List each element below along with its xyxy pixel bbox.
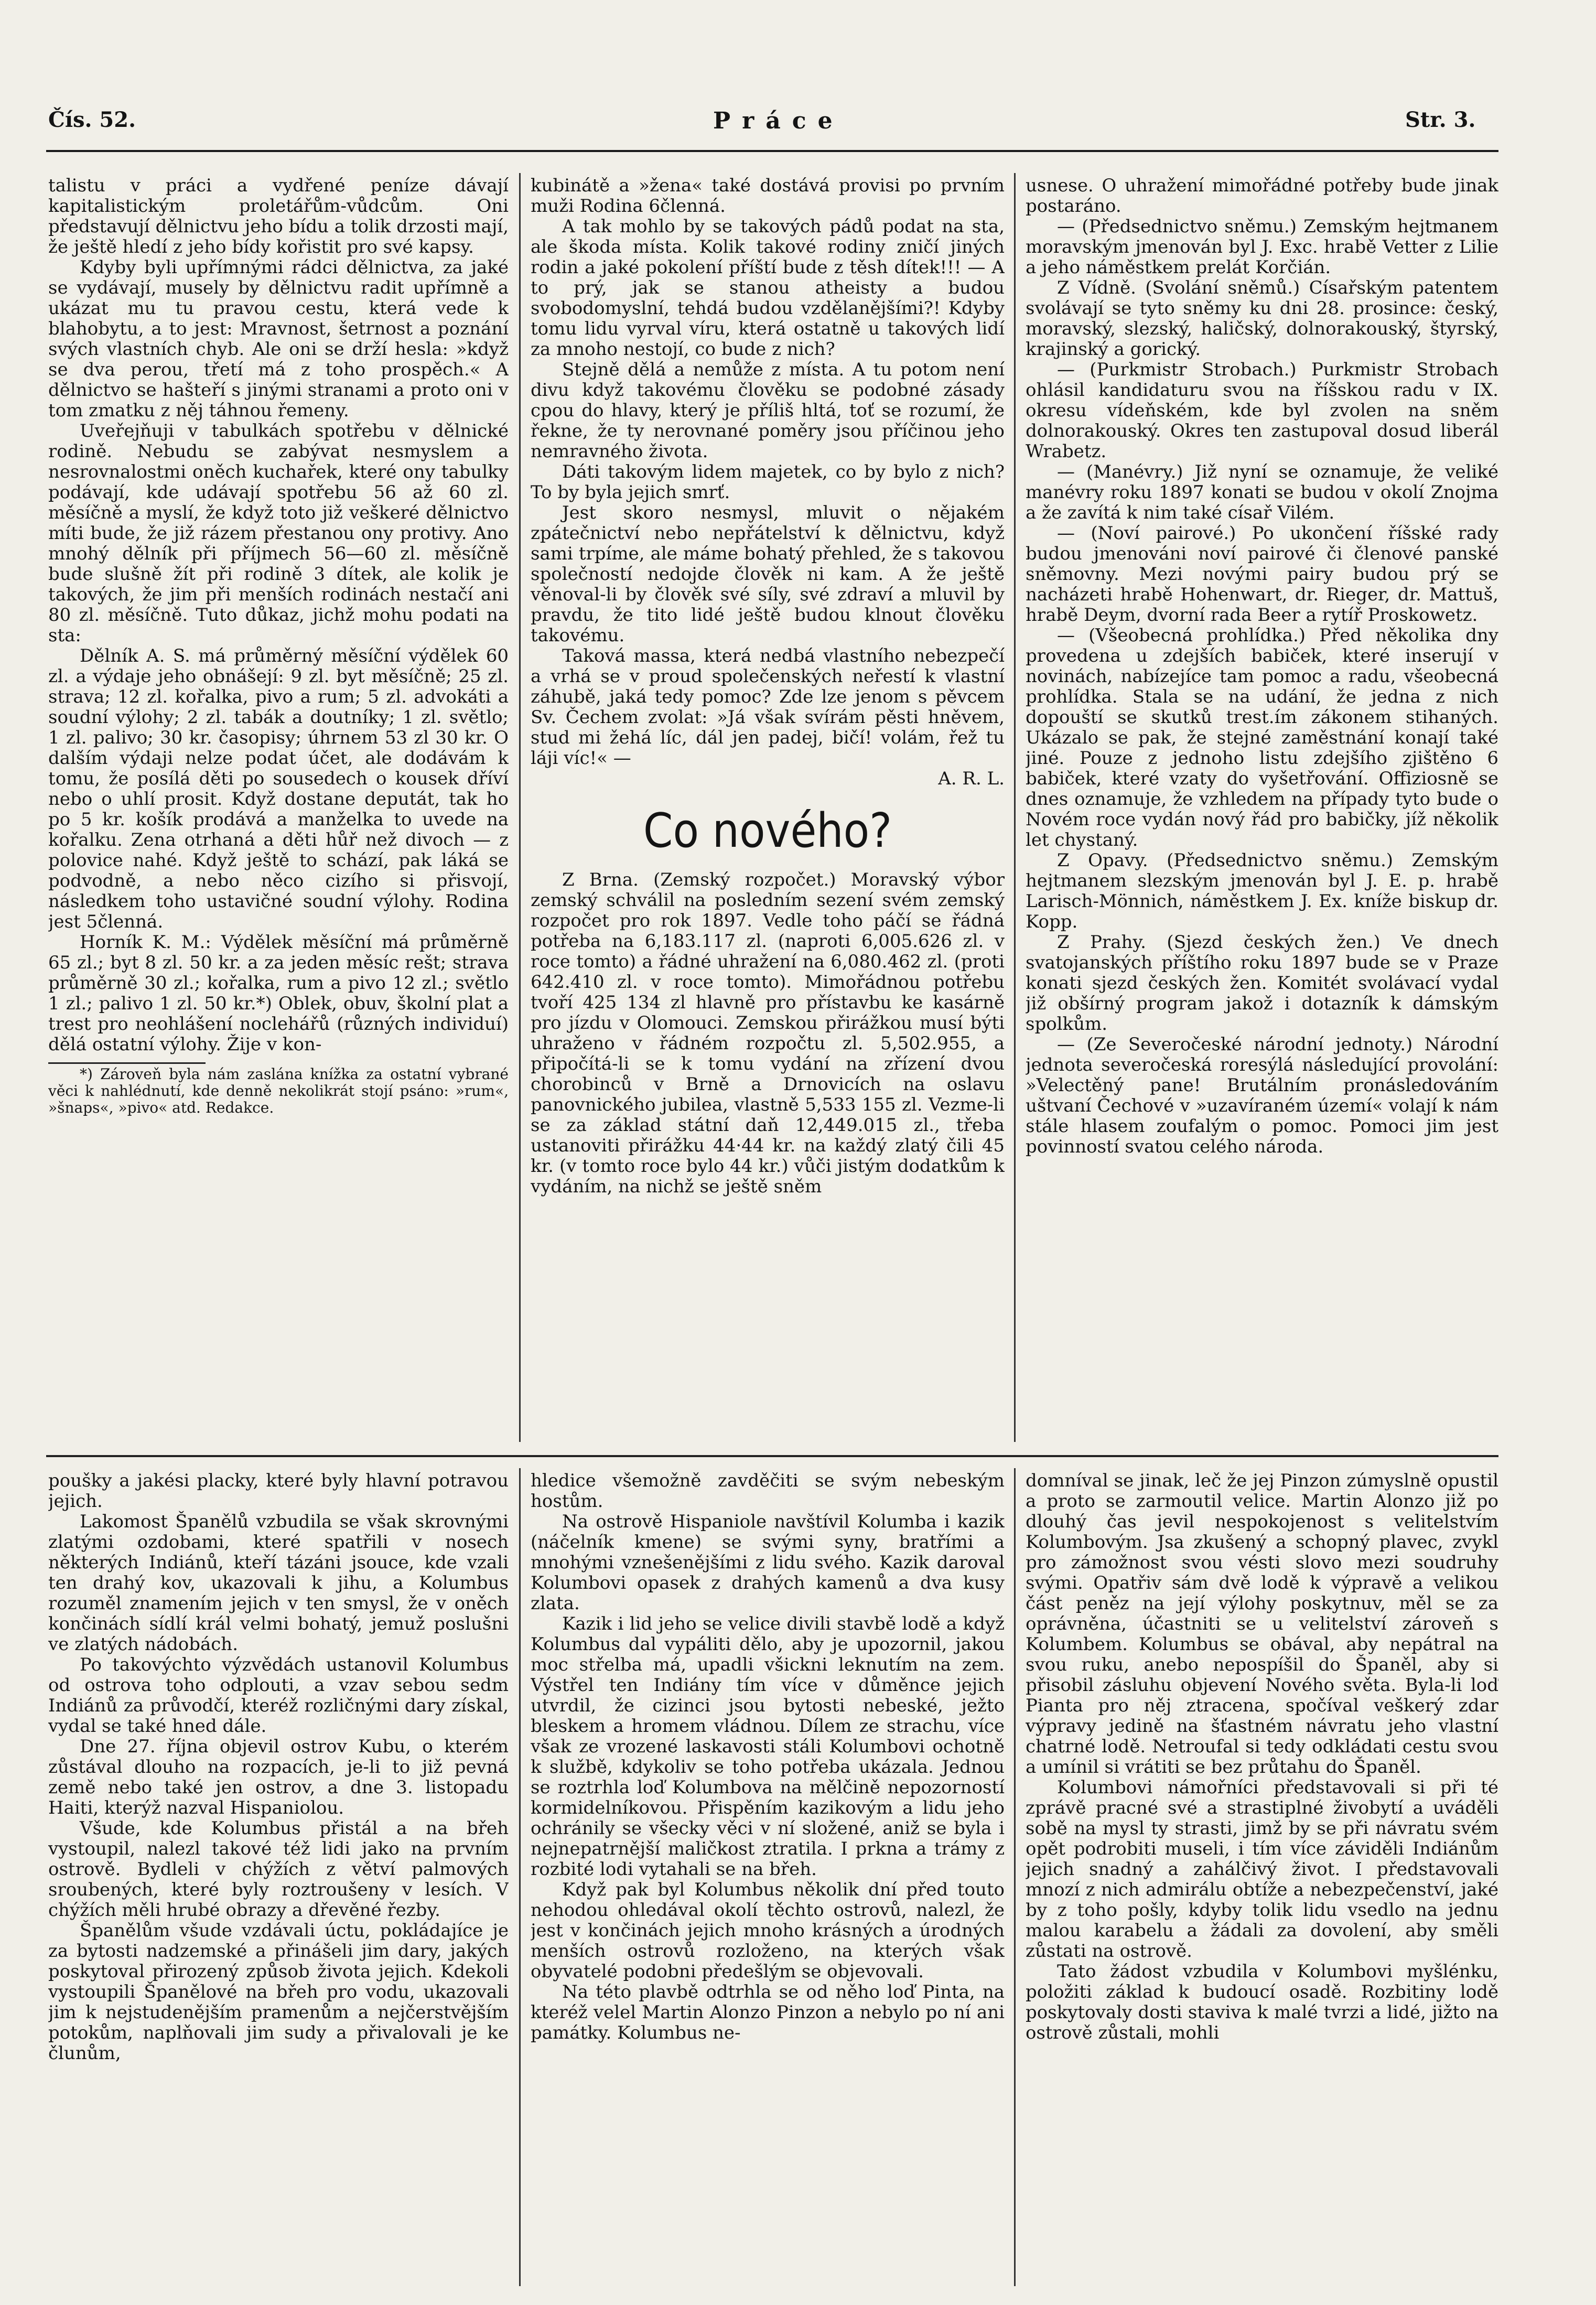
news-item: — (Manévry.) Již nyní se oznamuje, že veliké manévry roku 1897 konati se budou v okolí Znojma a že zavítá k nim také císař Vilém. <box>1026 461 1498 523</box>
section-divider <box>46 1455 1498 1457</box>
bottom-column-2 <box>531 1471 1005 2289</box>
news-item: — (Všeobecná prohlídka.) Před několika dny provedena u zdejších babiček, které inserují v novinách, nabízejíce tam pomoc a radu, všeobecná prohlídka. Stala se na udání, že jedna z nich dopouští se skutků trest.ím zákonem stihaných. Ukázalo se pak, že stejné zaměstnání konají také jiné. Pouze z jednoho listu zdejšího zjištěno 6 babiček, které vzaty do vyšetřování. Offiziosně se dnes oznamuje, že vzhledem na případy tyto bude o Novém roce vydán nový řád pro babičky, jíž několik let chystaný. <box>1026 625 1498 850</box>
story-paragraph: Španělům všude vzdávali úctu, pokládajíce je za bytosti nadzemské a přinášeli jim dary, jakých poskytoval přirozený způsob života jejich. Kdekoli vystoupili Španělové na břeh pro vodu, ukazovali jim k nejstudenějším pramenům a nejčerstvějším potokům, naplňovali jim sudy a přivalovali je ke člunům, <box>48 1920 509 2064</box>
story-paragraph: Kolumbovi námořníci představovali si při té zprávě pracné své a strastiplné živobytí a uváděli sobě na mysl ty strasti, jimž by se při návratu svém opět podrobiti museli, i tím více záviděli Indiánům jejich snadný a zahálčivý život. I představovali mnozí z nich admirálu obtíže a nebezpečenství, jaké by z toho pošly, kdyby tolik lidu vsedlo na jednu malou karabelu a žádali za dovolení, aby směli zůstati na ostrově. <box>1026 1777 1498 1962</box>
story-paragraph: Všude, kde Kolumbus přistál a na břeh vystoupil, nalezl takové též lidi jako na prvním ostrově. Bydleli v chýžích z větví palmových sroubených, které byly roztroušeny v lesích. V chýžích měli hrubé obrazy a dřevěné řezby. <box>48 1818 509 1921</box>
article-paragraph: talistu v práci a vydřené peníze dávají kapitalistickým proletářům-vůdcům. Oni představují dělnictvu jeho bídu a tolik drzosti mají, že ještě hledí z jeho bídy kořistit pro své kapsy. <box>48 176 509 257</box>
article-paragraph: Stejně dělá a nemůže z místa. A tu potom není divu když takovému člověku se podobné zásady cpou do hlavy, který je příliš hltá, toť se rozumí, že řekne, že ty nerovnané poměry jsou příčinou jeho nemravného života. <box>531 359 1005 462</box>
news-item: Z Vídně. (Svolání sněmů.) Císařským patentem svolávají se tyto sněmy ku dni 28. prosince: český, moravský, slezský, haličský, dolnorakouský, štyrský, krajinský a gorický. <box>1026 277 1498 360</box>
story-paragraph: Dne 27. října objevil ostrov Kubu, o kterém zůstával dlouho na rozpacích, je-li to již pevná země nebo také jen ostrov, a dne 3. listopadu Haiti, kterýž nazval Hispaniolou. <box>48 1736 509 1818</box>
news-item: — (Ze Severočeské národní jednoty.) Národní jednota severočeská roresýlá následující provolání: »Velectěný pane! Brutálním pronásledováním uštvaní Čechové v »uzavíraném území« volají k nám stále hlasem zoufalým o pomoc. Pomoci jim jest povinností svatou celého národa. <box>1026 1034 1498 1157</box>
issue-number: Čís. 52. <box>48 107 136 132</box>
page-number: Str. 3. <box>1405 107 1476 132</box>
article-paragraph: Kdyby byli upřímnými rádci dělnictva, za jaké se vydávají, musely by dělnictvu radit upřímně a ukázat mu tu pravou cestu, která vede k blahobytu, a to jest: Mravnost, šetrnost a poznání svých vlastních chyb. Ale oni se drží hesla: »když se dva perou, třetí má z toho prospěch.« A dělnictvo se hašteří s jinými stranami a proto oni v tom zmatku z něj táhnou řemeny. <box>48 257 509 421</box>
column-rule <box>519 173 521 1442</box>
story-paragraph: Lakomost Španělů vzbudila se však skrovnými zlatými ozdobami, které spatřili v nosech některých Indiánů, kteří tázáni jsouce, kde vzali ten drahý kov, ukazovali k jihu, a Kolumbus rozuměl znamením jejich v ten smysl, že v oněch končinách sídlí král velmi bohatý, jemuž poslušni ve zlatých nádobách. <box>48 1511 509 1655</box>
article-paragraph: Dáti takovým lidem majetek, co by bylo z nich? To by byla jejich smrť. <box>531 461 1005 503</box>
article-paragraph: kubinátě a »žena« také dostává provisi po prvním muži Rodina 6členná. <box>531 176 1005 217</box>
newspaper-title: Práce <box>713 107 844 134</box>
story-paragraph: Kazik i lid jeho se velice divili stavbě lodě a když Kolumbus dal vypáliti dělo, aby je upozornil, jakou moc střelba má, upadli všickni leknutím na zem. Výstřel ten Indiány tím více v důměnce jejich utvrdil, že cizinci jsou bytosti nebeské, ježto bleskem a hromem vládnou. Dílem ze strachu, více však ze vrozené laskavosti stáli Kolumbovi ochotně k službě, kdykoliv se toho potřeba ukázala. Jednou se roztrhla loď Kolumbova na mělčině nepozorností kormidelníkovou. Přispěním kazikovým a lidu jeho ochránily se všecky věci v ní složené, aniž se byla i nejnepatrnější maličkost ztratila. I prkna a trámy z rozbité lodi vytahali se na břeh. <box>531 1613 1005 1880</box>
story-paragraph: Po takovýchto výzvědách ustanovil Kolumbus od ostrova toho odplouti, a vzav sebou sedm Indiánů za průvodčí, kteréž rozličnými dary získal, vydal se také hned dále. <box>48 1654 509 1737</box>
footnote-rule <box>48 1062 206 1064</box>
article-signature <box>531 769 1005 789</box>
news-item: Z Brna. (Zemský rozpočet.) Moravský výbor zemský schválil na posledním sezení svém zemský rozpočet pro rok 1897. Vedle toho páčí se řádná potřeba na 6,183.117 zl. (naproti 6,005.626 zl. v roce tomto) a řádné uhražení na 6,080.462 zl. (proti 642.410 zl. v roce tomto). Mimořádnou potřebu tvoří 425 134 zl hlavně pro přístavbu ke kasárně pro jízdu v Olomouci. Zemskou přirážkou musí býti uhraženo v řádném rozpočtu zl. 5,502.955, a připočítá-li se k tomu vydání na zřízení dvou chorobinců v Brně a Drnovicích na oslavu panovnického jubilea, vlastně 5,533 155 zl. Vezme-li se za základ státní daň 12,449.015 zl., třeba ustanoviti přirážku 44·44 kr. na každý zlatý čili 45 kr. (v tomto roce bylo 44 kr.) vůči jistým dodatkům k vydáním, na nichž se ještě sněm <box>531 869 1005 1197</box>
section-title: Co nového? <box>643 803 892 858</box>
news-item: — (Noví pairové.) Po ukončení říšské rady budou jmenováni noví pairové či členové panské sněmovny. Mezi novými pairy budou prý se nacházeti hrabě Hohenwart, dr. Rieger, dr. Mattuš, hrabě Deym, dvorní rada Beer a rytíř Proskowetz. <box>1026 523 1498 626</box>
story-paragraph: Na této plavbě odtrhla se od něho loď Pinta, na kteréž velel Martin Alonzo Pinzon a nebylo po ní ani památky. Kolumbus ne- <box>531 1981 1005 2043</box>
signature-text: A. R. L. <box>938 768 1005 789</box>
story-paragraph: domníval se jinak, leč že jej Pinzon zúmyslně opustil a proto se zarmoutil velice. Martin Alonzo již po dlouhý čas jevil nespokojenost s velitelstvím Kolumbovým. Jsa zkušený a schopný plavec, zvykl pro zámožnost svou vésti slovo mezi soudruhy svými. Opatřiv sám dvě lodě k výpravě a velikou část peněz na její výlohy poskytnuv, měl se za oprávněna, účastniti se u velitelství zároveň s Kolumbem. Kolumbus se obával, aby nepátral na svou ruku, anebo nepospíšil do Španěl, aby si přisobil zásluhu objevení Nového světa. Byla-li loď Pianta pro něj ztracena, spočíval veškerý zdar výpravy jedině na šťastném návratu jeho vlastní chatrné lodě. Netroufal si tedy odkládati cestu svou a umínil si vrátiti se bez průtahu do Španěl. <box>1026 1471 1498 1778</box>
top-column-2 <box>531 176 1005 1434</box>
story-paragraph: hledice všemožně zavděčiti se svým nebeským hostům. <box>531 1471 1005 1512</box>
bottom-column-1 <box>48 1471 509 2289</box>
news-item: usnese. O uhražení mimořádné potřeby bude jinak postaráno. <box>1026 176 1498 217</box>
story-paragraph: Tato žádost vzbudila v Kolumbovi myšlénku, položiti základ k budoucí osadě. Rozbitiny lodě poskytovaly dosti staviva k malé tvrzi a lidé, jižto na ostrově zůstali, mohli <box>1026 1961 1498 2043</box>
bottom-column-3 <box>1026 1471 1498 2289</box>
story-paragraph: poušky a jakési placky, které byly hlavní potravou jejich. <box>48 1471 509 1512</box>
top-column-3 <box>1026 176 1498 1434</box>
column-rule <box>1014 173 1016 1442</box>
news-item: Z Opavy. (Předsednictvo sněmu.) Zemským hejtmanem slezským jmenován byl J. E. p. hrabě Larisch-Mönnich, náměstkem J. Ex. kníže biskup dr. Kopp. <box>1026 850 1498 932</box>
column-rule <box>519 1468 521 2286</box>
top-column-1 <box>48 176 509 1434</box>
footnote: *) Zároveň byla nám zaslána knížka za ostatní vybrané věci k nahlédnutí, kde denně nekolikrát stojí psáno: »rum«, »šnaps«, »pivo« atd. Redakce. <box>48 1065 509 1116</box>
article-paragraph: A tak mohlo by se takových pádů podat na sta, ale škoda místa. Kolik takové rodiny zničí jiných rodin a jaké pokolení příští bude z těsh dítek!!! — A to prý, jak se stanou atheisty a budou svobodomyslní, tehdá budou vzdělanějšími?! Kdyby tomu lidu vyrval víru, která ostatně u takových lidí za mnoho nestojí, co bude z nich? <box>531 216 1005 360</box>
column-rule <box>1014 1468 1016 2286</box>
article-paragraph: Uveřejňuji v tabulkách spotřebu v dělnické rodině. Nebudu se zabývat nesmyslem a nesrovnalostmi oněch kuchařek, které ony tabulky podávají, kde udávají spotřebu 56 až 60 zl. měsíčně a myslí, že když toto již veškeré dělnictvo míti bude, že již rázem přestanou ony protivy. Ano mnohý dělník při příjmech 56—60 zl. měsíčně bude slušně žít při rodině 3 dítek, ale kolik je takových, že jim při menších rodinách nestačí ani 80 zl. měsíčně. Tuto důkaz, jichž mohu podati na sta: <box>48 421 509 646</box>
news-item: — (Předsednictvo sněmu.) Zemským hejtmanem moravským jmenován byl J. Exc. hrabě Vetter z Lilie a jeho náměstkem prelát Korčián. <box>1026 216 1498 278</box>
news-item: Z Prahy. (Sjezd českých žen.) Ve dnech svatojanských příštího roku 1897 bude se v Praze konati sjezd českých žen. Komitét svolávací vydal již obšírný program jakož i dotazník k dámským spolkům. <box>1026 932 1498 1035</box>
news-item: — (Purkmistr Strobach.) Purkmistr Strobach ohlásil kandidaturu svou na říšskou radu v IX. okresu vídeňském, kde byl zvolen na sněm dolnorakouský. Okres ten zastupoval dosud liberál Wrabetz. <box>1026 359 1498 462</box>
article-paragraph: Taková massa, která nedbá vlastního nebezpečí a vrhá se v proud společenských neřestí k vlastní záhubě, jaká tedy pomoc? Zde lze jenom s pěvcem Sv. Čechem zvolat: »Já však svírám pěsti hněvem, stud mi žehá líc, dál jen padej, bičí! volám, řež tu láji víc!« — <box>531 645 1005 769</box>
story-paragraph: Na ostrově Hispaniole navštívil Kolumba i kazik (náčelník kmene) se svými syny, bratřími a mnohými vznešenějšími z lidu svého. Kazik daroval Kolumbovi opasek z drahých kamenů a dva kusy zlata. <box>531 1511 1005 1614</box>
article-paragraph: Jest skoro nesmysl, mluvit o nějakém zpátečnictví nebo nepřátelství k dělnictvu, když sami trpíme, ale máme bohatý přehled, že s takovou společností nedojde člověk ni kam. A že ještě věnoval-li by člověk své síly, své zdraví a mluvil by pravdu, že tito lidé ještě budou klnout člověku takovému. <box>531 502 1005 646</box>
story-paragraph: Když pak byl Kolumbus několik dní před touto nehodou ohledával okolí těchto ostrovů, nalezl, že jest v končinách jejich mnoho krásných a úrodných menších ostrovů rozloženo, na kterých však obyvatelé podobni předešlým se objevovali. <box>531 1879 1005 1982</box>
article-paragraph: Horník K. M.: Výdělek měsíční má průměrně 65 zl.; byt 8 zl. 50 kr. a za jeden měsíc rešt; strava průměrně 30 zl.; kořalka, rum a pivo 12 zl.; světlo 1 zl.; palivo 1 zl. 50 kr.*) Oblek, obuv, školní plat a trest pro neohlášení noclehářů (různých individuí) dělá ostatní výlohy. Žije v kon- <box>48 932 509 1055</box>
header-rule <box>46 150 1498 152</box>
article-paragraph: Dělník A. S. má průměrný měsíční výdělek 60 zl. a výdaje jeho obnášejí: 9 zl. byt měsíčně; 25 zl. strava; 12 zl. kořalka, pivo a rum; 5 zl. advokáti a soudní výlohy; 2 zl. tabák a doutníky; 1 zl. světlo; 1 zl. palivo; 30 kr. časopisy; úhrnem 53 zl 30 kr. O dalším výdaji nelze podat účet, ale dodávám k tomu, že posílá děti po sousedech o kousek dříví nebo o uhlí prosit. Když dostane deputát, tak ho po 5 kr. košík prodává a manželka to uvede na kořalku. Zena otrhaná a děti hůř než divoch — z polovice nahé. Když ještě to schází, pak láká se podvodně, a nebo něco cizího si přisvojí, následkem toho ustavičné soudní výlohy. Rodina jest 5členná. <box>48 645 509 932</box>
